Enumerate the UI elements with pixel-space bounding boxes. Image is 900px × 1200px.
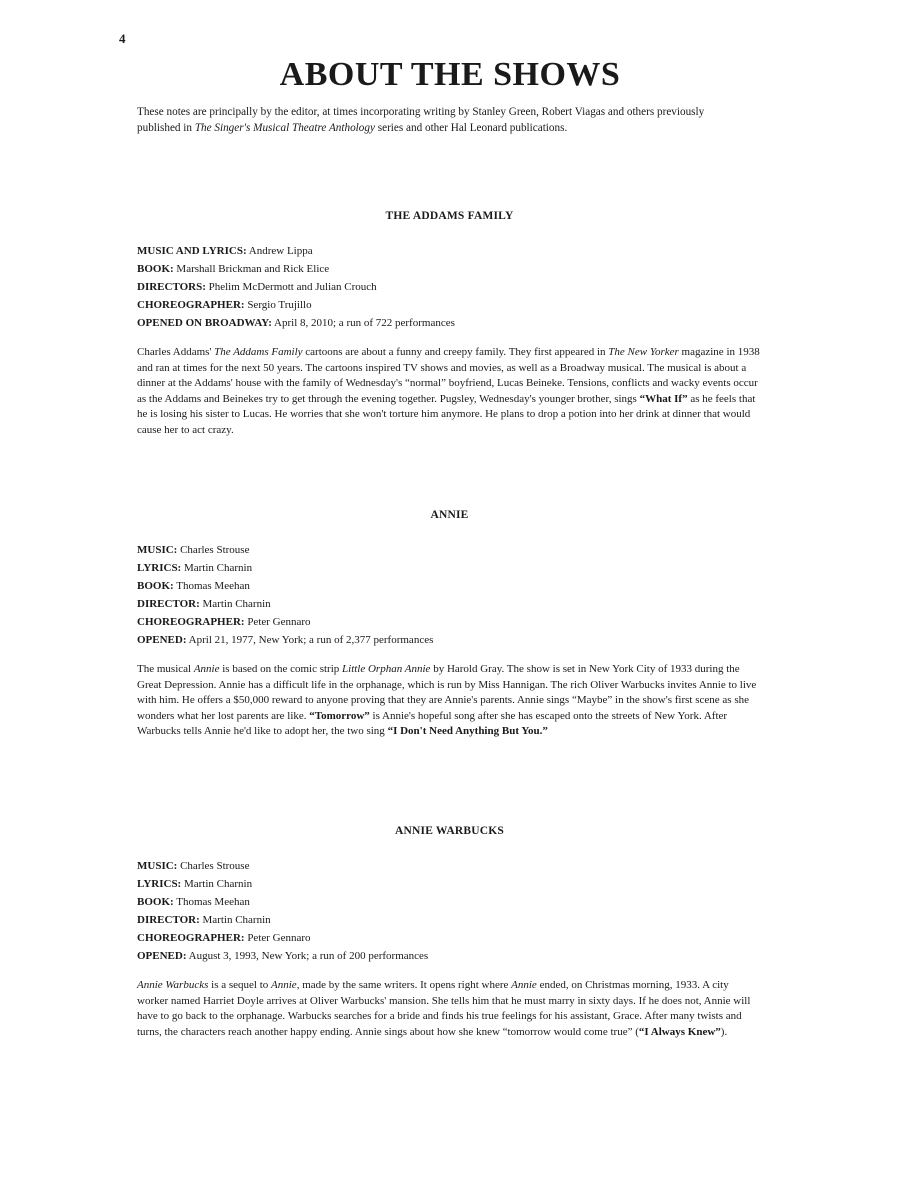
credit-line: DIRECTORS: Phelim McDermott and Julian Crouch bbox=[137, 281, 377, 293]
section-heading: THE ADDAMS FAMILY bbox=[385, 210, 514, 222]
credit-line: CHOREOGRAPHER: Sergio Trujillo bbox=[137, 299, 312, 311]
credit-line: DIRECTOR: Martin Charnin bbox=[137, 598, 271, 610]
section-annie-warbucks bbox=[137, 825, 762, 1040]
credit-line: BOOK: Thomas Meehan bbox=[137, 580, 250, 592]
page-title: ABOUT THE SHOWS bbox=[279, 56, 621, 93]
credit-line: MUSIC: Charles Strouse bbox=[137, 860, 250, 872]
section-annie bbox=[137, 509, 762, 740]
section-addams-family bbox=[137, 210, 762, 439]
section-heading: ANNIE WARBUCKS bbox=[395, 825, 504, 837]
show-description: The musical Annie is based on the comic strip Little Orphan Annie by Harold Gray. The show is set in New York City of 1933 during the Great Depression. Annie has a difficult life in the orphanage, which is run by Miss Hannigan. The rich Oliver Warbucks invites Annie to live with him. He offers a $50,000 reward to anyone proving that they are Annie's parents. Annie sings “Maybe” in the show's first scene as she wonders what her lost parents are like. “Tomorrow” is Annie's hopeful song after she has escaped onto the streets of New York. After Warbucks tells Annie he'd like to adopt her, the two sing “I Don't Need Anything But You.” bbox=[137, 663, 757, 738]
credit-line: DIRECTOR: Martin Charnin bbox=[137, 914, 271, 926]
credit-line: CHOREOGRAPHER: Peter Gennaro bbox=[137, 932, 311, 944]
credit-line: OPENED: August 3, 1993, New York; a run of 200 performances bbox=[137, 950, 429, 962]
section-heading: ANNIE bbox=[430, 509, 469, 521]
credit-line: MUSIC: Charles Strouse bbox=[137, 544, 250, 556]
intro-paragraph: These notes are principally by the editor, at times incorporating writing by Stanley Green, Robert Viagas and others previously published in The Singer's Musical Theatre Anthology series and other Hal Leonard publications. bbox=[137, 106, 705, 134]
credit-line: OPENED: April 21, 1977, New York; a run of 2,377 performances bbox=[137, 634, 434, 646]
credit-line: BOOK: Thomas Meehan bbox=[137, 896, 250, 908]
credit-line: MUSIC AND LYRICS: Andrew Lippa bbox=[137, 245, 313, 257]
credit-line: LYRICS: Martin Charnin bbox=[137, 878, 253, 890]
anthology-title: The Singer's Musical Theatre Anthology bbox=[194, 122, 375, 134]
page-number: 4 bbox=[119, 31, 126, 46]
credit-line: LYRICS: Martin Charnin bbox=[137, 562, 253, 574]
show-description: Annie Warbucks is a sequel to Annie, made by the same writers. It opens right where Annie ended, on Christmas morning, 1933. A city worker named Harriet Doyle arrives at Oliver Warbucks' mansion. She tells him that he must marry in sixty days. If he does not, Annie will have to go back to the orphanage. Warbucks searches for a bride and finds his true feelings for his assistant, Grace. After many twists and turns, the characters reach another happy ending. Annie sings about how she knew “tomorrow would come true” (“I Always Knew”). bbox=[137, 979, 751, 1038]
credit-line: OPENED ON BROADWAY: April 8, 2010; a run of 722 performances bbox=[137, 317, 455, 329]
show-description: Charles Addams' The Addams Family cartoons are about a funny and creepy family. They first appeared in The New Yorker magazine in 1938 and ran at times for the next 50 years. The cartoons inspired TV shows and movies, as well as a Broadway musical. The musical is about a dinner at the Addams' house with the family of Wednesday's “normal” boyfriend, Lucas Beineke. Tensions, conflicts and wacky events occur as the Addams and Beinekes try to get through the evening together. Pugsley, Wednesday's younger brother, sings “What If” as he feels that he is losing his sister to Lucas. He worries that she won't torture him anymore. He plans to drop a potion into her drink at dinner that would cause her to act crazy. bbox=[137, 346, 760, 436]
credit-line: BOOK: Marshall Brickman and Rick Elice bbox=[137, 263, 330, 275]
credit-line: CHOREOGRAPHER: Peter Gennaro bbox=[137, 616, 311, 628]
